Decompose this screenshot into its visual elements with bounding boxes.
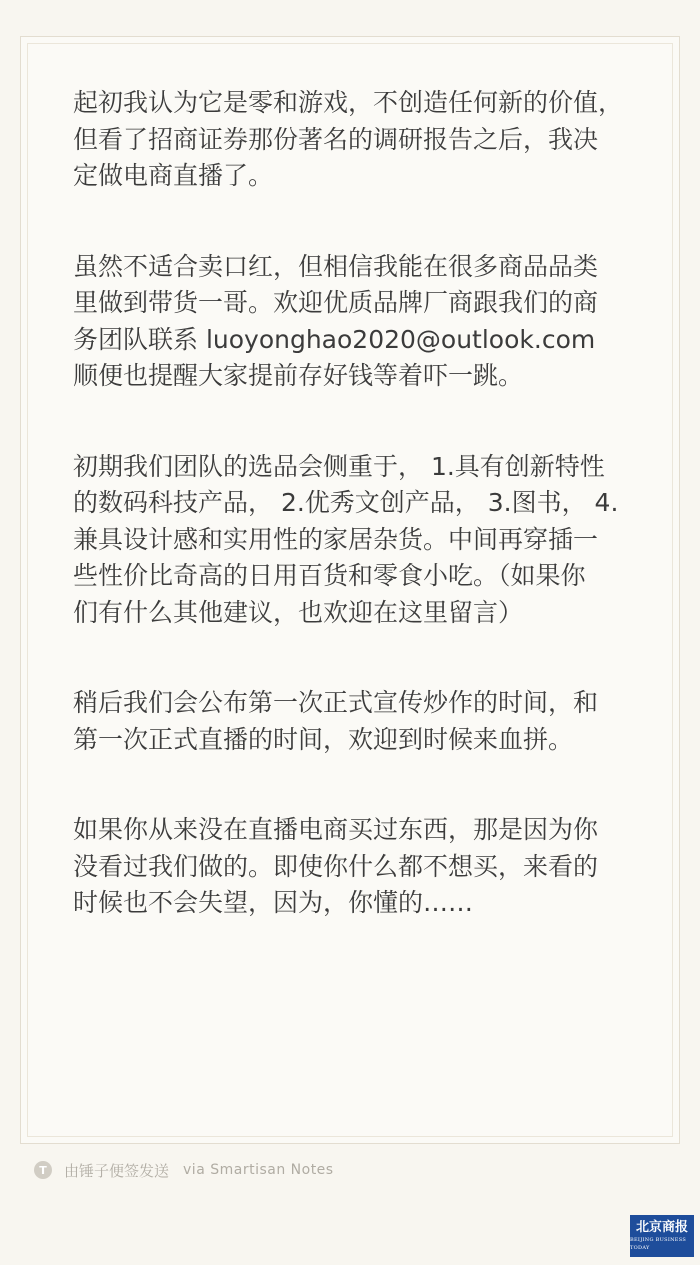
paragraph-1 (73, 85, 643, 195)
note-line: 但看了招商证券那份著名的调研报告之后，我决 (73, 124, 599, 154)
note-line: 第一次正式直播的时间，欢迎到时候来血拼。 (73, 724, 574, 754)
paragraph-2 (73, 249, 643, 395)
note-line: 定做电商直播了。 (73, 161, 274, 190)
note-line: 兼具设计感和实用性的家居杂货。中间再穿插一 (73, 524, 599, 554)
note-line: 起初我认为它是零和游戏，不创造任何新的价值， (73, 88, 624, 117)
footer-source-en: via Smartisan Notes (183, 1162, 334, 1178)
note-line: 们有什么其他建议，也欢迎在这里留言） (73, 597, 524, 627)
note-line: 里做到带货一哥。欢迎优质品牌厂商跟我们的商 (73, 288, 599, 317)
paragraph-3 (73, 449, 643, 632)
paragraph-5 (73, 812, 643, 922)
note-line: 些性价比奇高的日用百货和零食小吃。（如果你 (73, 561, 586, 590)
paragraph-4 (73, 685, 643, 758)
note-line: 如果你从来没在直播电商买过东西，那是因为你 (73, 815, 599, 844)
note-line: 时候也不会失望，因为，你懂的…… (73, 888, 474, 917)
note-line: 没看过我们做的。即使你什么都不想买，来看的 (73, 851, 599, 881)
beijing-business-today-watermark (630, 1215, 694, 1257)
watermark-name-cn: 北京商报 (635, 1220, 688, 1235)
note-line: 虽然不适合卖口红，但相信我能在很多商品品类 (73, 251, 599, 281)
watermark-name-en: BEIJING BUSINESS TODAY (630, 1237, 687, 1251)
note-line: 稍后我们会公布第一次正式宣传炒作的时间，和 (73, 688, 599, 717)
note-line: 务团队联系 luoyonghao2020@outlook.com (73, 324, 596, 354)
note-paper (20, 36, 680, 1144)
note-body (73, 85, 643, 922)
smartisan-t-icon: T (34, 1161, 52, 1179)
note-line: 顺便也提醒大家提前存好钱等着吓一跳。 (73, 361, 524, 390)
note-line: 初期我们团队的选品会侧重于， 1.具有创新特性 (73, 451, 605, 481)
note-line: 的数码科技产品， 2.优秀文创产品， 3.图书， 4. (73, 488, 619, 517)
note-footer (34, 1156, 334, 1184)
footer-source-cn: 由锤子便签发送 (64, 1161, 170, 1180)
